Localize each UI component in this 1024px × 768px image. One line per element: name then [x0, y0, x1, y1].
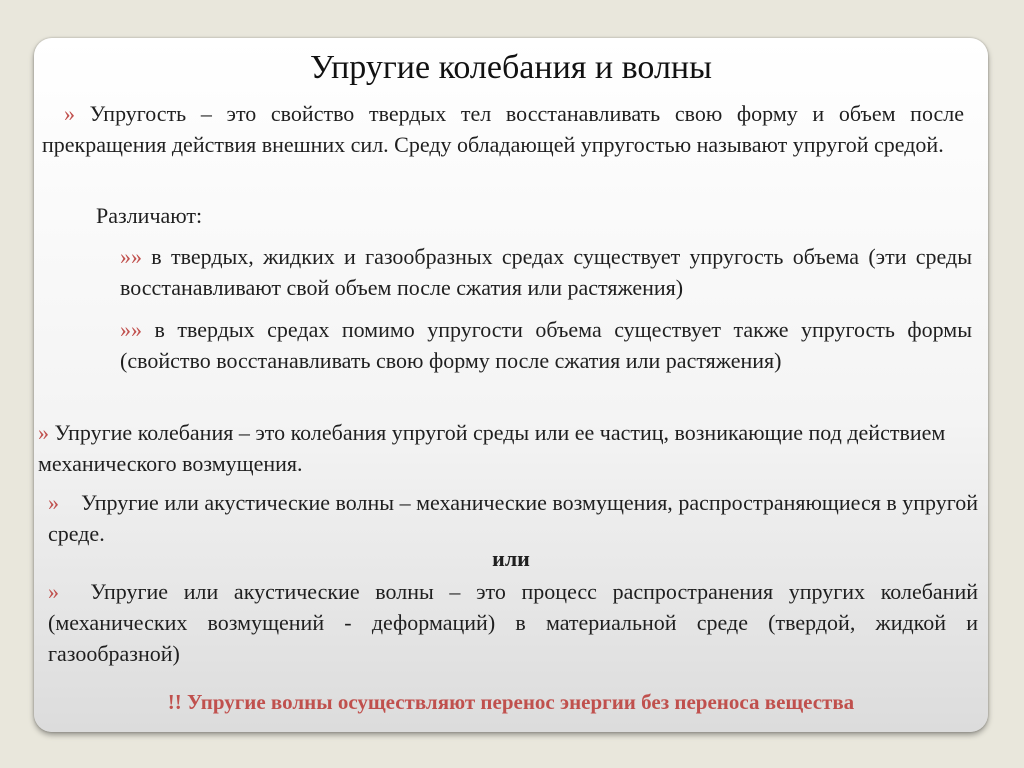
bullet-marker: »	[64, 101, 75, 126]
energy-transfer-note: !! Упругие волны осуществляют перенос энергии без переноса вещества	[167, 690, 855, 714]
elasticity-definition	[42, 98, 964, 160]
shape-elasticity-item	[120, 314, 972, 376]
oscillations-definition	[38, 417, 948, 479]
bullet-marker: »	[48, 579, 59, 604]
sub-bullet-marker: »»	[120, 244, 142, 269]
waves-definition-2	[48, 576, 978, 669]
slide-title: Упругие колебания и волны	[310, 49, 712, 86]
waves-definition-1	[48, 487, 978, 549]
volume-elasticity-item	[120, 241, 972, 303]
distinguish-label: Различают:	[96, 203, 203, 228]
waves-definition-1-text: Упругие или акустические волны – механические возмущения, распространяющиеся в упругой среде.	[48, 490, 979, 546]
or-separator: или	[492, 546, 530, 571]
shape-elasticity-text: в твердых средах помимо упругости объема существует также упругость формы (свойство восстанавливать свою форму после сжатия или растяжения)	[120, 317, 973, 373]
waves-definition-2-text: Упругие или акустические волны – это процесс распространения упругих колебаний (механических возмущений - деформаций) в материальной среде (твердой, жидкой и газообразной)	[48, 579, 979, 666]
oscillations-text: Упругие колебания – это колебания упругой среды или ее частиц, возникающие под действием механического возмущения.	[38, 420, 946, 476]
volume-elasticity-text: в твердых, жидких и газообразных средах существует упругость объема (эти среды восстанавливают свой объем после сжатия или растяжения)	[120, 244, 972, 300]
bullet-marker: »	[38, 420, 49, 445]
bullet-marker: »	[48, 490, 59, 515]
slide	[34, 38, 988, 732]
sub-bullet-marker: »»	[120, 317, 142, 342]
elasticity-text: Упругость – это свойство твердых тел восстанавливать свою форму и объем после прекращения действия внешних сил. Среду обладающей упругостью называют упругой средой.	[42, 101, 965, 157]
